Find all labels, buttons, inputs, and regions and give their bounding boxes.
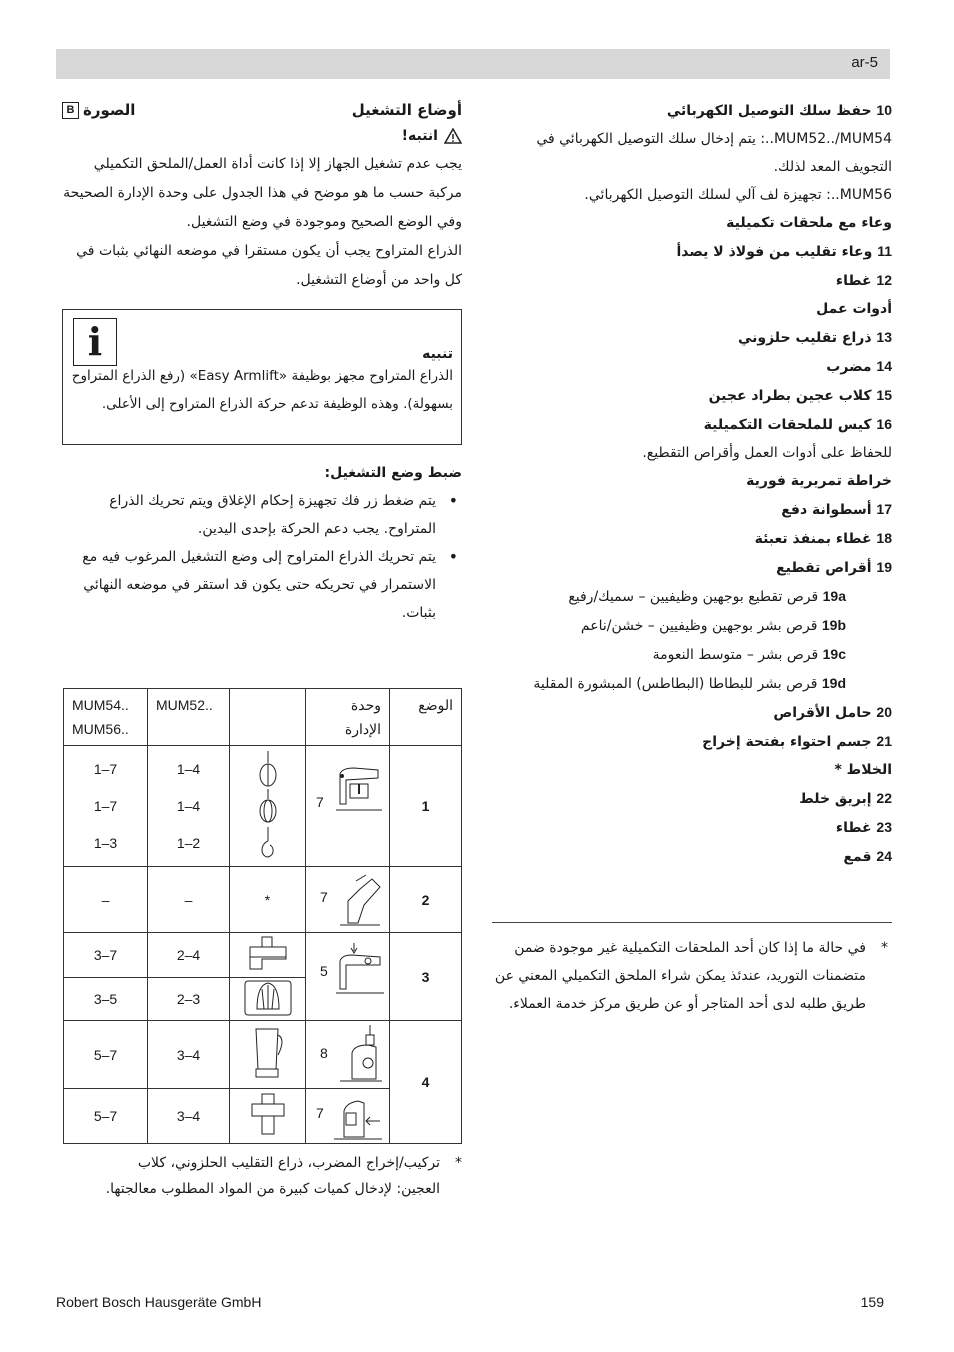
note-text: الذراع المتراوح مجهز بوظيفة «Easy Armlift» (رفع الذراع المتراوح بسهولة). وهذه الوظيفة تدعم حركة الذراع المتراوح إلى الأعلى. (71, 368, 453, 412)
list-item (492, 640, 892, 669)
item-number: 18 (876, 530, 892, 546)
item-text: مضرب (826, 359, 872, 375)
item-text: للحفاظ على أدوات العمل وأقراص التقطيع. (642, 445, 892, 461)
mum52-values: 2–4 (148, 933, 230, 978)
tool-cell (230, 746, 306, 867)
position-number: 3 (390, 933, 462, 1021)
mixer-position-1-icon (334, 764, 384, 818)
item-number: 19b (821, 617, 846, 633)
page-number: 159 (860, 1294, 884, 1310)
mum54-values: – (64, 867, 148, 933)
drive-cell: 8 (306, 1021, 390, 1089)
list-item: • يتم تحريك الذراع المتراوح إلى وضع التشغيل المرغوب فيه مع الاستمرار في تحريكه حتى يكون قد استقر في موضعه النهائي بثبات. (62, 543, 462, 627)
page-label: ar-5 (851, 54, 878, 71)
item-number: 11 (877, 243, 892, 259)
item-number: 22 (876, 790, 892, 806)
tool-cell (230, 1021, 306, 1089)
mum52-values: 3–4 (148, 1089, 230, 1144)
item-number: 12 (876, 272, 892, 288)
picture-reference (62, 101, 135, 119)
mum54-values: 5–7 (64, 1021, 148, 1089)
header-tool (230, 689, 306, 746)
header-position: الوضع (390, 689, 462, 746)
mixer-position-4-side-icon (330, 1091, 386, 1143)
item-text: أقراص تقطيع (776, 560, 872, 576)
list-item (492, 410, 892, 439)
list-item (492, 467, 892, 495)
header-mum54-56: MUM54.. MUM56.. (64, 689, 148, 746)
mum52-values: 2–3 (148, 978, 230, 1021)
note-box (62, 309, 462, 445)
parts-list (492, 96, 892, 871)
item-text: خراطة تمريرية فورية (746, 473, 892, 489)
item-text: حامل الأقراص (773, 705, 872, 721)
item-text: كيس للملحقات التكميلية (703, 417, 872, 433)
item-text: جسم احتواء بفتحة إخراج (702, 734, 872, 750)
table-row (64, 867, 462, 933)
list-item (492, 842, 892, 871)
header-mum52: MUM52.. (148, 689, 230, 746)
list-item (492, 352, 892, 381)
warning-text: يجب عدم تشغيل الجهاز إلا إذا كانت أداة العمل/الملحق التكميلي مركبة حسب ما هو موضح في هذا الجدول على وحدة الإدارة الصحيحة وفي الوضع الصحيح وموجودة في وضع التشغيل. (63, 156, 462, 230)
item-text: قمع (843, 849, 872, 865)
mum52-values: 3–4 (148, 1021, 230, 1089)
warning-heading (62, 128, 462, 144)
header-drive: وحدة الإدارة (306, 689, 390, 746)
accessories-footnote-text: في حالة ما إذا كان أحد الملحقات التكميلية غير موجودة ضمن متضمنات التوريد، عندئذ يمكن شراء الملحق التكميلي المعني عن طريق طلبه لدى أحد المتاجر أو عن طريق مركز خدمة العملاء. (494, 940, 866, 1012)
footnote-star: * (881, 940, 888, 956)
item-text: الخلاط * (834, 762, 892, 778)
mum54-values: 3–5 (64, 978, 148, 1021)
list-item (492, 266, 892, 295)
right-column (492, 96, 892, 871)
table-row (64, 1021, 462, 1089)
list-item (492, 582, 892, 611)
warning-text-2: الذراع المتراوح يجب أن يكون مستقرا في موضعه النهائي بثبات في كل واحد من أوضاع التشغيل. (76, 243, 462, 288)
table-row (64, 933, 462, 978)
list-item (492, 181, 892, 209)
mum52-values: 1–4 1–4 1–2 (148, 746, 230, 867)
table-header-row (64, 689, 462, 746)
warning-icon (444, 128, 462, 144)
item-number: 19d (821, 675, 846, 691)
item-number: 19a (822, 588, 846, 604)
mum54-values: 3–7 (64, 933, 148, 978)
tool-cell: * (230, 867, 306, 933)
info-icon: i (73, 318, 117, 366)
list-item (492, 698, 892, 727)
adjust-steps (62, 487, 462, 627)
table-footnote (90, 1150, 462, 1202)
list-item (492, 813, 892, 842)
citrus-press-icon (243, 979, 293, 1017)
list-item: • يتم ضغط زر فك تجهيزة إحكام الإغلاق ويتم تحريك الذراع المتراوح. يجب دعم الحركة بإحدى اليدين. (62, 487, 462, 543)
section-title: أوضاع التشغيل (351, 101, 462, 119)
item-text: وعاء تقليب من فولاذ لا يصدأ (676, 244, 873, 260)
note-title: تنبيه (422, 346, 453, 362)
list-item (492, 727, 892, 756)
mixer-position-2-icon (334, 871, 384, 929)
blender-icon (248, 1025, 288, 1081)
item-text: أدوات عمل (816, 301, 892, 317)
item-text: غطاء بمنفذ تعبئة (754, 531, 872, 547)
beater-icons (253, 749, 283, 861)
item-number: 15 (876, 387, 892, 403)
table-footnote-text: تركيب/إخراج المضرب، ذراع التقليب الحلزوني، كلاب العجين: لإدخال كميات كبيرة من المواد المطلوب معالجتها. (105, 1155, 440, 1197)
drive-cell: 7 (306, 1089, 390, 1144)
list-item (492, 96, 892, 125)
list-item (492, 611, 892, 640)
position-number: 2 (390, 867, 462, 933)
warning-label: انتبه! (401, 128, 438, 144)
item-number: 13 (876, 329, 892, 345)
drive-cell: 5 (306, 933, 390, 1021)
section-heading (62, 96, 462, 124)
picture-ref-label: الصورة (83, 101, 136, 119)
position-number: 1 (390, 746, 462, 867)
tool-cell (230, 978, 306, 1021)
list-item (492, 553, 892, 582)
list-item (492, 756, 892, 784)
table-row (64, 746, 462, 867)
company-name: Robert Bosch Hausgeräte GmbH (56, 1294, 262, 1310)
item-number: 23 (876, 819, 892, 835)
item-text: ذراع تقليب حلزوني (737, 330, 872, 346)
list-item (492, 669, 892, 698)
item-text: MUM52../MUM54..: يتم إدخال سلك التوصيل الكهربائي في التجويف المعد لذلك. (536, 131, 892, 175)
footnote-star: * (455, 1155, 462, 1171)
item-number: 19 (876, 559, 892, 575)
list-item (492, 524, 892, 553)
mum52-values: – (148, 867, 230, 933)
accessories-footnote (492, 934, 892, 1018)
shredder-icon (246, 935, 290, 973)
list-item (492, 784, 892, 813)
item-text: غطاء (835, 820, 872, 836)
item-number: 24 (876, 848, 892, 864)
item-text: قرص تقطيع بوجهين وظيفيين – سميك/رفيع (568, 589, 819, 605)
left-column (62, 96, 462, 627)
divider (492, 922, 892, 923)
list-item (492, 125, 892, 181)
item-text: أسطوانة دفع (781, 502, 872, 518)
mixer-position-4-top-icon (334, 1023, 384, 1085)
list-item (492, 237, 892, 266)
item-text: قرص بشر – متوسط النعومة (652, 647, 819, 663)
item-text: وعاء مع ملحقات تكميلية (726, 215, 892, 231)
item-text: قرص بشر بوجهين وظيفيين – خشن/ناعم (580, 618, 818, 634)
list-item (492, 495, 892, 524)
operating-positions-table (63, 688, 462, 1144)
item-text: قرص بشر للبطاطا (البطاطس) المبشورة المقلية (533, 676, 818, 692)
list-item (492, 381, 892, 410)
tool-cell (230, 933, 306, 978)
tool-cell (230, 1089, 306, 1144)
list-item (492, 209, 892, 237)
list-item (492, 439, 892, 467)
item-text: كلاب عجين بطراد عجين (708, 388, 872, 404)
list-item (492, 323, 892, 352)
drive-cell: 7 (306, 746, 390, 867)
mum54-values: 1–7 1–7 1–3 (64, 746, 148, 867)
item-text: غطاء (835, 273, 872, 289)
item-text: MUM56..: تجهيزة لف آلي لسلك التوصيل الكهربائي. (584, 187, 892, 203)
position-number: 4 (390, 1021, 462, 1144)
item-number: 10 (876, 102, 892, 118)
item-number: 17 (876, 501, 892, 517)
picture-ref-letter: B (62, 102, 79, 119)
item-number: 21 (876, 733, 892, 749)
adjust-title: ضبط وضع التشغيل: (324, 465, 462, 481)
item-number: 19c (822, 646, 846, 662)
item-number: 20 (876, 704, 892, 720)
header-bar (56, 49, 890, 79)
item-number: 14 (876, 358, 892, 374)
mixer-position-3-icon (334, 941, 386, 1001)
item-text: إبريق خلط (799, 791, 872, 807)
meat-mincer-icon (248, 1092, 288, 1138)
list-item (492, 295, 892, 323)
mum54-values: 5–7 (64, 1089, 148, 1144)
item-number: 16 (876, 416, 892, 432)
item-text: حفظ سلك التوصيل الكهربائي (666, 103, 872, 119)
drive-cell: 7 (306, 867, 390, 933)
